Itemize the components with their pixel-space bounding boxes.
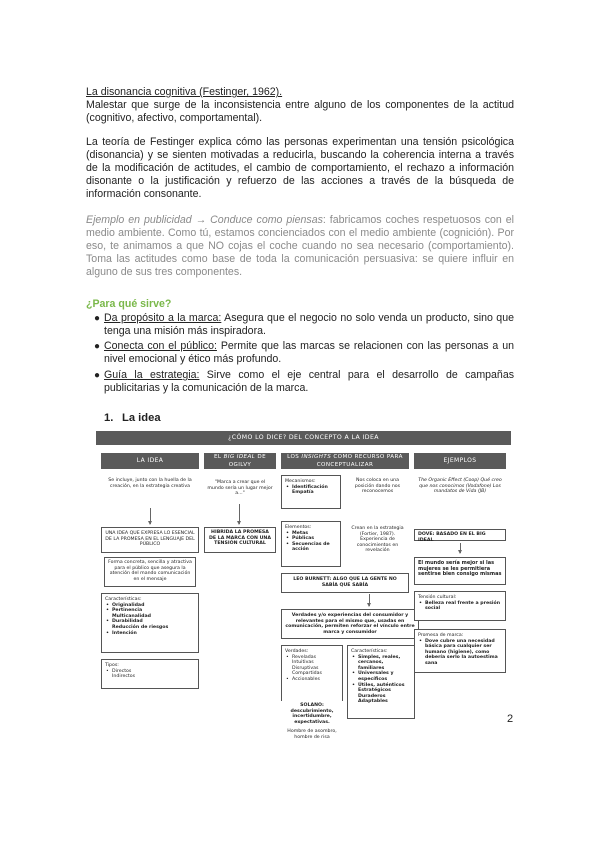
idea-definition: UNA IDEA QUE EXPRESA LO ESENCIAL DE LA PROMESA EN EL LENGUAJE DEL PÚBLICO bbox=[101, 527, 199, 553]
v-label: Verdades: bbox=[285, 649, 309, 654]
bullet-text: Asegura que el negocio no solo venda un producto, sino que tenga una misión más inspiradora. bbox=[104, 312, 514, 337]
el-item: • Secuencias de acción bbox=[285, 542, 337, 553]
bullet-dot-icon: ● bbox=[94, 341, 101, 352]
dove-mundo: El mundo sería mejor si las mujeres se les permitiera sentirse bien consigo mismas bbox=[414, 557, 506, 585]
s-item: • Universales y específicos bbox=[351, 671, 411, 682]
el-label: Elementos: bbox=[285, 525, 312, 530]
insight-characteristics bbox=[347, 645, 415, 719]
insight-mechanisms bbox=[281, 475, 341, 509]
ogilvy-definition: HIBRIDA LA PROMESA DE LA MARCA CON UNA TENSIÓN CULTURAL bbox=[204, 527, 276, 553]
el-item: • Metas bbox=[285, 531, 337, 537]
idea-form: Forma concreta, sencilla y atractiva para el público que asegura la atención del mando comunicación en el mensaje bbox=[104, 557, 196, 587]
type-item: Indirectos bbox=[112, 674, 136, 680]
examples-list: The Organic Effect (Coop) Qué creo que nos conocimos (Vodafone) Los mandatos de Vida (JB) bbox=[414, 475, 506, 507]
insight-elements bbox=[281, 521, 341, 567]
example-body: : fabricamos coches respetuosos con el medio ambiente. Como tú, estamos concienciados con el medio ambiente (cognición). Por eso, te animamos a que NO cojas el coche cuando no sea necesario (comportamiento). Toma las actitudes como base de toda la comunicación persuasiva: se quiere influir en alguno de sus tres componentes. bbox=[86, 214, 514, 278]
section-paragraph-disonancia bbox=[86, 86, 514, 125]
mec-item: Empatía bbox=[292, 490, 314, 496]
numbered-heading bbox=[104, 412, 161, 424]
verdades-box: Verdades y/o experiencias del consumidor y relevantes para el mismo que, usadas en comunicación, permiten reforzar el vínculo entre marca y consumidor bbox=[281, 609, 419, 639]
v-item: • Accionables bbox=[285, 677, 339, 683]
bullet-item bbox=[94, 312, 514, 338]
topic-definition: Malestar que surge de la inconsistencia entre alguno de los componentes de la actitud (cognitivo, afectivo, comportamental). bbox=[86, 99, 514, 124]
idea-types bbox=[101, 659, 199, 689]
type-item: • Directos bbox=[105, 669, 195, 675]
char-item: • Pertinencia bbox=[105, 608, 195, 614]
v-item: Intuitivas bbox=[292, 660, 314, 666]
burnett-box: LEO BURNETT: ALGO QUE LA GENTE NO SABÍA QUE SABÍA bbox=[281, 573, 409, 593]
example-lead: Ejemplo en publicidad → Conduce como piensas bbox=[86, 214, 323, 226]
dove-box: DOVE: BASADO EN EL BIG IDEAL bbox=[414, 529, 506, 541]
arrow-down-icon bbox=[369, 594, 370, 606]
dove-tension bbox=[414, 591, 506, 621]
char-item: Reducción de riesgos bbox=[112, 624, 169, 630]
char-item: • Durabilidad bbox=[105, 619, 195, 625]
promesa-item: • Dove cubre una necesidad básica para cualquier ser humano (higiene), como debería serlo la autoestima sana bbox=[418, 639, 502, 667]
v-item: Disruptivas bbox=[292, 665, 319, 671]
bullet-text: Sirve como el eje central para el desarrollo de campañas publicitarias y la comunicación de la marca. bbox=[104, 369, 515, 394]
el-note: Crean en la estrategia (Fortier, 1987). Experiencia de conocimientos en revelación bbox=[346, 523, 409, 563]
arrow-down-icon bbox=[460, 543, 461, 553]
char-item: • Intención bbox=[105, 631, 195, 637]
concept-diagram bbox=[96, 431, 514, 729]
tension-label: Tensión cultural: bbox=[418, 595, 457, 600]
el-item: • Públicas bbox=[285, 536, 337, 542]
col-head-idea: LA IDEA bbox=[101, 453, 199, 469]
section-heading: ¿Para qué sirve? bbox=[86, 298, 172, 310]
dove-promesa bbox=[414, 629, 506, 673]
hombre-note: Hombre de asombro, hombre de risa bbox=[281, 728, 343, 746]
heading-text: La idea bbox=[122, 412, 161, 424]
bullet-item bbox=[94, 340, 514, 366]
ogilvy-quote: "Marca a crear que el mundo sería un lugar mejor a..." bbox=[204, 477, 276, 503]
s-item: • Útiles, auténticos bbox=[351, 683, 411, 689]
idea-intro: Se incluye, junto con la huella de la creación, en la estrategia creativa bbox=[101, 475, 199, 507]
verdades-list bbox=[281, 645, 343, 709]
bullet-dot-icon: ● bbox=[94, 313, 101, 324]
heading-number: 1. bbox=[104, 412, 114, 424]
v-item: • Reveladas bbox=[285, 655, 339, 661]
arrow-down-icon bbox=[150, 508, 151, 524]
bullet-dot-icon: ● bbox=[94, 370, 101, 381]
diagram-title: ¿CÓMO LO DICE? DEL CONCEPTO A LA IDEA bbox=[96, 431, 511, 445]
char-item: • Originalidad bbox=[105, 603, 195, 609]
s-label: Características: bbox=[351, 649, 388, 654]
col-head-ejemplos: EJEMPLOS bbox=[414, 453, 506, 469]
topic-title: La disonancia cognitiva (Festinger, 1962). bbox=[86, 86, 283, 98]
promesa-label: Promesa de marca: bbox=[418, 633, 464, 638]
mec-label: Mecanismos: bbox=[285, 479, 316, 484]
page-number: 2 bbox=[507, 713, 514, 725]
mec-item: • Identificación bbox=[285, 485, 337, 491]
col-head-insights: LOS INSIGHTS COMO RECURSO PARA CONCEPTUALIZAR bbox=[281, 453, 409, 469]
solano-note: SOLANO: descubrimiento, incertidumbre, expectativas. bbox=[281, 701, 343, 725]
bullet-term: Da propósito a la marca: bbox=[104, 312, 222, 324]
bullet-term: Conecta con el público: bbox=[104, 340, 217, 352]
mec-note: Nos coloca en una posición dando nos reconocemos bbox=[346, 475, 409, 505]
bullet-text: Permite que las marcas se relacionen con las personas a un nivel emocional y ético más profundo. bbox=[104, 340, 514, 365]
s-item: Duraderos bbox=[358, 693, 386, 699]
s-item: Adaptables bbox=[358, 699, 388, 705]
s-item: • Simples, reales, cercanos, familiares bbox=[351, 655, 411, 672]
festinger-paragraph: La teoría de Festinger explica cómo las personas experimentan una tensión psicológica (disonancia) y se sienten motivadas a reducirla, buscando la coherencia interna a través de la modificación de actitudes, el cambio de comportamiento, el rechazo a información disonante o la justificación y refuerzo de las acciones a través de la búsqueda de información consonante. bbox=[86, 136, 514, 200]
idea-characteristics bbox=[101, 593, 199, 653]
bullet-item bbox=[94, 369, 515, 395]
s-item: Estratégicos bbox=[358, 688, 391, 694]
col-head-big-ideal: EL BIG IDEAL DE OGILVY bbox=[204, 453, 276, 469]
advertising-example-paragraph bbox=[86, 214, 514, 279]
char-item: Multicanalidad bbox=[112, 613, 151, 619]
tension-item: • Belleza real frente a presión social bbox=[418, 601, 502, 612]
chars-label: Características: bbox=[105, 597, 142, 602]
arrow-down-icon bbox=[239, 504, 240, 524]
types-label: Tipos: bbox=[105, 663, 119, 668]
bullet-term: Guía la estrategia: bbox=[104, 369, 200, 381]
v-item: Compartidas bbox=[292, 671, 322, 677]
